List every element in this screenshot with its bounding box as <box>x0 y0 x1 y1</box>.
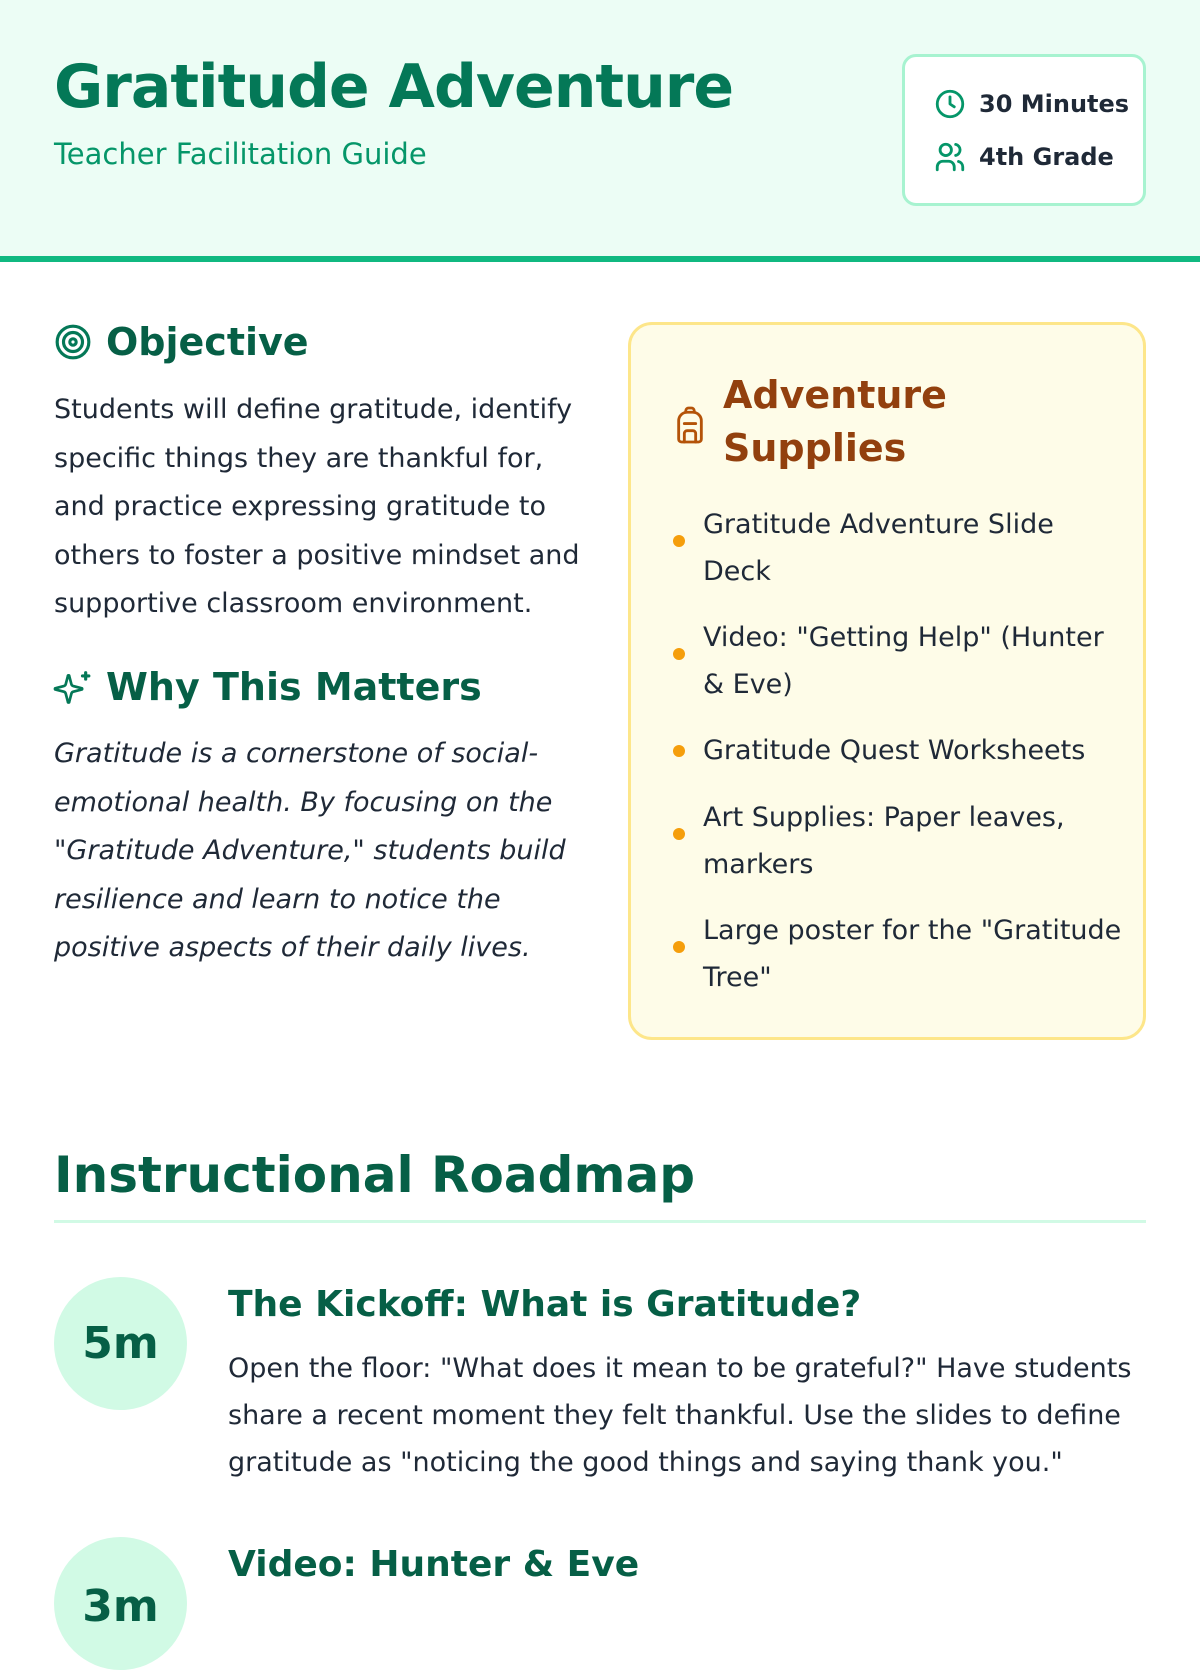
why-heading-label: Why This Matters <box>106 665 482 709</box>
why-heading <box>54 665 482 709</box>
duration-row <box>933 87 1129 121</box>
page-subtitle: Teacher Facilitation Guide <box>54 137 427 171</box>
step-time-badge: 5m <box>54 1277 187 1410</box>
lesson-meta-card <box>902 54 1146 206</box>
roadmap-heading: Instructional Roadmap <box>54 1146 696 1204</box>
users-icon <box>933 140 967 174</box>
why-text: Gratitude is a cornerstone of social-emotional health. By focusing on the "Gratitude Adventure," students build resilience and learn to notice the positive aspects of their daily lives. <box>54 738 566 963</box>
sparkles-icon <box>54 668 92 706</box>
objective-text: Students will define gratitude, identify specific things they are thankful for, and practice expressing gratitude to others to foster a positive mindset and supportive classroom environment. <box>54 394 580 619</box>
duration-label: 30 Minutes <box>979 90 1130 118</box>
supply-item-label: Gratitude Quest Worksheets <box>703 735 1086 766</box>
bullet-dot <box>673 828 685 840</box>
step-title: The Kickoff: What is Gratitude? <box>228 1284 862 1325</box>
step-description: Open the floor: "What does it mean to be grateful?" Have students share a recent moment they felt thankful. Use the slides to define gratitude as "noticing the good things and saying thank you." <box>228 1353 1132 1478</box>
step-title: Video: Hunter & Eve <box>228 1544 640 1585</box>
backpack-icon <box>673 405 707 445</box>
clock-icon <box>933 87 967 121</box>
bullet-dot <box>673 941 685 953</box>
bullet-dot <box>673 745 685 757</box>
supply-item-label: Gratitude Adventure Slide Deck <box>703 509 1054 587</box>
grade-row <box>933 140 1114 174</box>
objective-heading <box>54 320 309 364</box>
supply-item-label: Large poster for the "Gratitude Tree" <box>703 915 1122 993</box>
supplies-heading: Adventure Supplies <box>723 373 947 470</box>
step-time-badge: 3m <box>54 1537 187 1670</box>
page-header <box>0 0 1200 262</box>
grade-label: 4th Grade <box>979 143 1114 171</box>
objective-heading-label: Objective <box>106 320 309 364</box>
supplies-card <box>628 322 1146 1040</box>
roadmap-divider <box>54 1220 1146 1223</box>
supply-item-label: Video: "Getting Help" (Hunter & Eve) <box>703 622 1104 700</box>
bullet-dot <box>673 648 685 660</box>
target-icon <box>54 323 92 361</box>
supply-item-label: Art Supplies: Paper leaves, markers <box>703 802 1065 880</box>
bullet-dot <box>673 535 685 547</box>
page-title: Gratitude Adventure <box>54 52 734 122</box>
